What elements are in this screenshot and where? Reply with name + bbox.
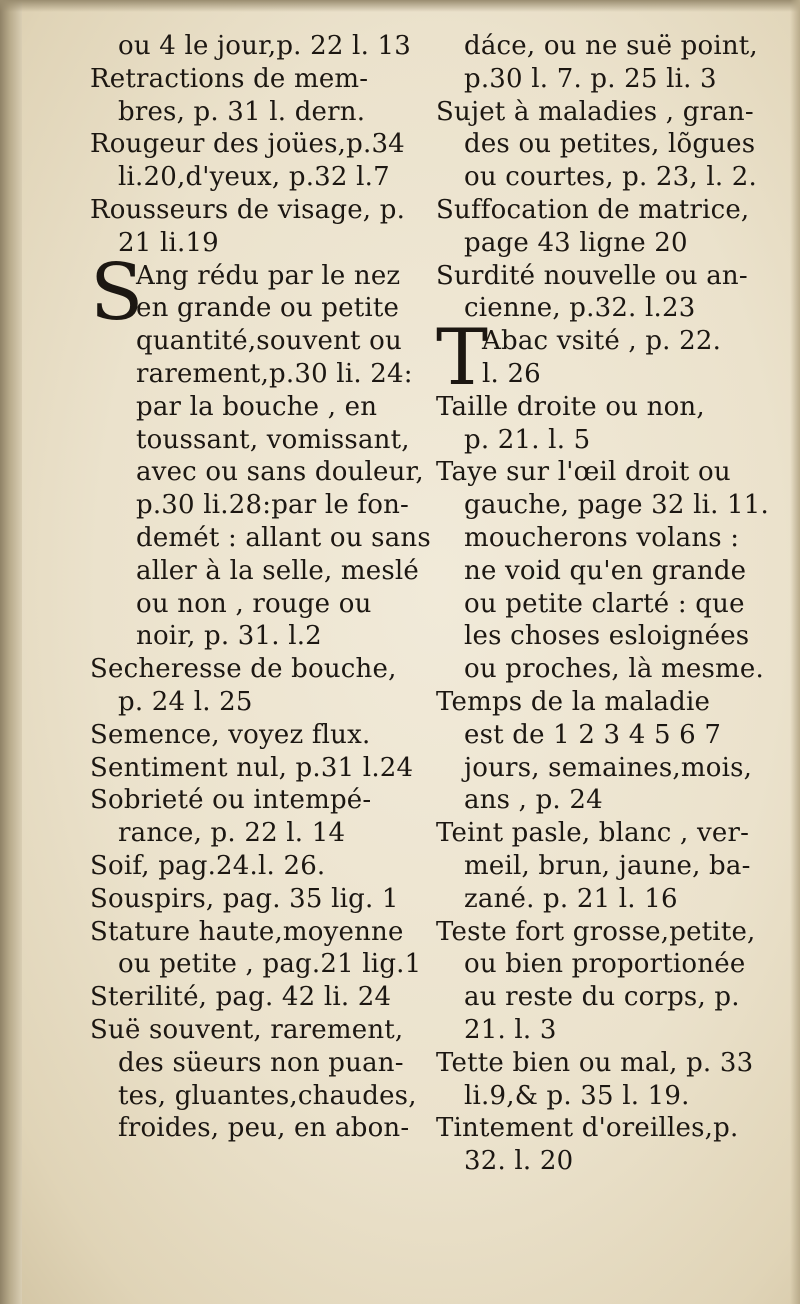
index-line: Retractions de mem- — [90, 63, 369, 94]
dropcap-line-2: l. 26 — [482, 358, 541, 389]
dropcap-line-2: en grande ou petite — [136, 293, 400, 324]
index-line: dáce, ou ne suë point, — [464, 31, 758, 61]
index-line: ou 4 le jour,p. 22 l. 13 — [118, 31, 411, 61]
left-entries-b — [90, 325, 431, 1145]
index-line: des ou petites, lõgues — [464, 129, 756, 160]
index-line: les choses esloignées — [464, 621, 750, 652]
index-line: Taille droite ou non, — [436, 391, 705, 422]
index-line: moucherons volans : — [464, 522, 740, 553]
index-line: p. 24 l. 25 — [118, 686, 253, 717]
index-line: aller à la selle, meslé — [136, 555, 420, 586]
index-line: ne void qu'en grande — [464, 555, 747, 586]
left-column — [90, 30, 431, 1145]
index-line: ou courtes, p. 23, l. 2. — [464, 162, 757, 193]
dropcap-letter: T — [436, 313, 489, 404]
index-line: 21. l. 3 — [464, 1014, 557, 1045]
index-line: p.30 l. 7. p. 25 li. 3 — [464, 63, 717, 94]
index-line: rarement,p.30 li. 24: — [136, 358, 413, 389]
page-right-edge — [790, 0, 800, 1304]
index-line: Souspirs, pag. 35 lig. 1 — [90, 883, 399, 914]
index-line: p. 21. l. 5 — [464, 424, 591, 455]
index-line: jours, semaines,mois, — [464, 752, 753, 783]
index-line: froides, peu, en abon- — [118, 1113, 410, 1144]
left-dropcap-block — [90, 247, 420, 338]
dropcap-line-1: Abac vsité , p. 22. — [482, 326, 722, 357]
index-line: ou non , rouge ou — [136, 588, 372, 619]
index-line: Tette bien ou mal, p. 33 — [436, 1047, 754, 1078]
index-line: des süeurs non puan- — [118, 1047, 404, 1078]
right-dropcap-block — [436, 313, 766, 404]
index-line: Suffocation de matrice, — [436, 194, 750, 225]
index-line: Sentiment nul, p.31 l.24 — [90, 752, 414, 783]
index-line: Teste fort grosse,petite, — [436, 916, 756, 947]
index-line: bres, p. 31 l. dern. — [118, 96, 366, 127]
index-line: Soif, pag.24.l. 26. — [90, 850, 326, 881]
right-entries-b — [436, 391, 770, 1178]
index-line: au reste du corps, p. — [464, 982, 740, 1013]
index-line: par la bouche , en — [136, 391, 378, 422]
index-line: meil, brun, jaune, ba- — [464, 850, 751, 881]
index-line: cienne, p.32. l.23 — [464, 293, 696, 324]
index-line: p.30 li.28:par le fon- — [136, 490, 410, 521]
index-line: Semence, voyez flux. — [90, 719, 371, 750]
page-top-edge — [0, 0, 800, 12]
index-line: est de 1 2 3 4 5 6 7 — [464, 719, 722, 750]
right-entries-a — [436, 30, 766, 325]
index-line: 21 li.19 — [118, 227, 219, 258]
index-line: Secheresse de bouche, — [90, 654, 397, 685]
index-line: Taye sur l'œil droit ou — [436, 457, 731, 488]
index-line: Teint pasle, blanc , ver- — [436, 818, 750, 849]
index-line: noir, p. 31. l.2 — [136, 621, 322, 652]
index-line: ou bien proportionée — [464, 949, 746, 980]
index-line: demét : allant ou sans — [136, 522, 431, 553]
dropcap-line-1: Ang rédu par le nez — [136, 260, 401, 291]
index-line: ou petite , pag.21 lig.1 — [118, 949, 422, 980]
index-line: quantité,souvent ou — [136, 326, 402, 357]
index-line: Sujet à maladies , gran- — [436, 96, 754, 127]
index-line: Suë souvent, rarement, — [90, 1014, 404, 1045]
right-column — [436, 30, 770, 1178]
index-line: ans , p. 24 — [464, 785, 603, 816]
index-line: li.20,d'yeux, p.32 l.7 — [118, 162, 390, 193]
index-line: Stature haute,moyenne — [90, 916, 404, 947]
index-line: Surdité nouvelle ou an- — [436, 260, 748, 291]
page-gutter — [0, 0, 22, 1304]
index-line: ou proches, là mesme. — [464, 654, 764, 685]
index-line: ou petite clarté : que — [464, 588, 745, 619]
index-line: Rougeur des joües,p.34 — [90, 129, 405, 160]
index-line: Rousseurs de visage, p. — [90, 194, 406, 225]
index-line: Sterilité, pag. 42 li. 24 — [90, 982, 392, 1013]
index-line: gauche, page 32 li. 11. — [464, 490, 770, 521]
index-line: li.9,& p. 35 l. 19. — [464, 1080, 690, 1111]
index-line: tes, gluantes,chaudes, — [118, 1080, 417, 1111]
index-line: rance, p. 22 l. 14 — [118, 818, 346, 849]
index-line: avec ou sans douleur, — [136, 457, 424, 488]
index-line: zané. p. 21 l. 16 — [464, 883, 678, 914]
index-line: toussant, vomissant, — [136, 424, 410, 455]
index-line: page 43 ligne 20 — [464, 227, 688, 258]
index-line: Tintement d'oreilles,p. — [436, 1113, 739, 1144]
left-entries-a — [90, 30, 420, 260]
dropcap-letter: S — [90, 247, 144, 338]
index-line: 32. l. 20 — [464, 1146, 574, 1177]
index-line: Sobrieté ou intempé- — [90, 785, 372, 816]
index-line: Temps de la maladie — [436, 686, 711, 717]
